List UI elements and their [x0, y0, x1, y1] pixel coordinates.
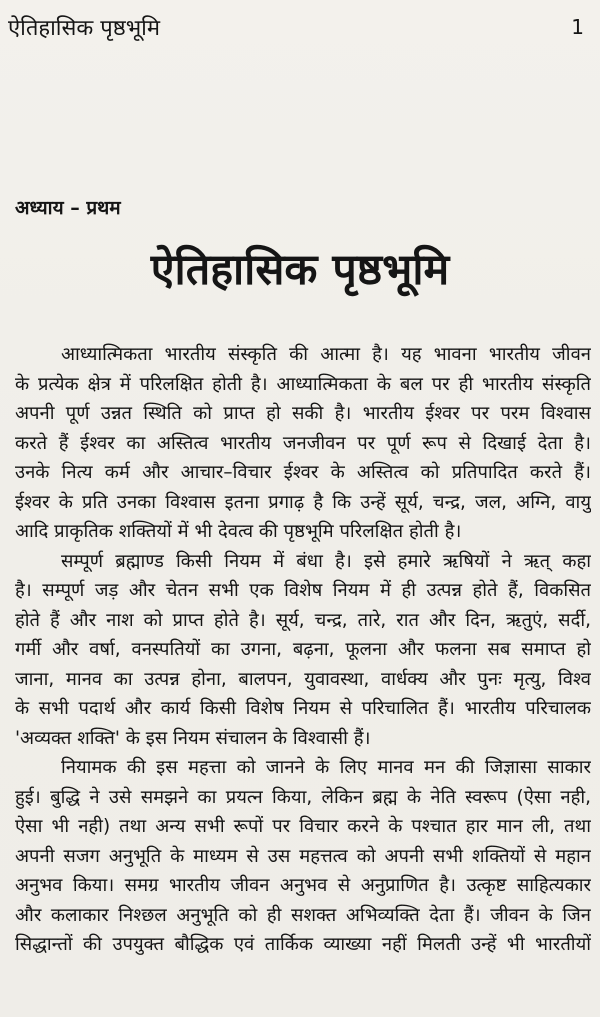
text-line: अपनी सजग अनुभूति के माध्यम से उस महत्तत्व को अपनी सभी शक्तियों से महान: [15, 845, 591, 867]
text-line: आध्यात्मिकता भारतीय संस्कृति की आत्मा है। यह भावना भारतीय जीवन: [61, 344, 591, 365]
chapter-label: अध्याय – प्रथम: [15, 197, 121, 219]
page-number: 1: [571, 15, 584, 39]
running-header: [8, 10, 584, 44]
paragraph-3: [15, 753, 591, 960]
text-line: के प्रत्येक क्षेत्र में परिलक्षित होती है। आध्यात्मिकता के बल पर ही भारतीय संस्कृति: [15, 373, 591, 395]
running-header-title: ऐतिहासिक पृष्ठभूमि: [8, 16, 161, 41]
text-line: और कलाकार निश्छल अनुभूति को ही सशक्त अभिव्यक्ति देता हैं। जीवन के जिन: [15, 904, 591, 926]
text-line: नियामक की इस महत्ता को जानने के लिए मानव मन की जिज्ञासा साकार: [61, 757, 591, 778]
text-line: उनके नित्य कर्म और आचार–विचार ईश्वर के अस्तित्व को प्रतिपादित करते हैं।: [15, 462, 591, 483]
text-line: ऐसा भी नही) तथा अन्य सभी रूपों पर विचार करने के पश्चात हार मान ली, तथा: [15, 816, 591, 837]
text-line: सिद्धान्तों की उपयुक्त बौद्धिक एवं तार्किक व्याख्या नहीं मिलती उन्हें भी भारतीयों: [15, 934, 591, 955]
paragraph-2: [15, 547, 591, 754]
text-line: अनुभव किया। समग्र भारतीय जीवन अनुभव से अनुप्राणित है। उत्कृष्ट साहित्यकार: [15, 875, 591, 896]
text-line: अपनी पूर्ण उन्नत स्थिति को प्राप्त हो सकी है। भारतीय ईश्वर पर परम विश्वास: [15, 403, 591, 424]
text-line: है। सम्पूर्ण जड़ और चेतन सभी एक विशेष नियम में ही उत्पन्न होते हैं, विकसित: [15, 580, 591, 601]
text-line: 'अव्यक्त शक्ति' के इस नियम संचालन के विश्वासी हैं।: [15, 727, 371, 749]
body-text: [15, 340, 591, 960]
chapter-title: ऐतिहासिक पृष्ठभूमि: [150, 245, 450, 295]
text-line: के सभी पदार्थ और कार्य किसी विशेष नियम से परिचालित हैं। भारतीय परिचालक: [15, 698, 591, 719]
text-line: हुई। बुद्धि ने उसे समझने का प्रयत्न किया, लेकिन ब्रह्म के नेति स्वरूप (ऐसा नही,: [15, 786, 591, 808]
text-line: गर्मी और वर्षा, वनस्पतियों का उगना, बढ़ना, फूलना और फलना सब समाप्त हो: [15, 639, 591, 660]
text-line: आदि प्राकृतिक शक्तियों में भी देवत्व की पृष्ठभूमि परिलक्षित होती है।: [15, 521, 462, 542]
text-line: जाना, मानव का उत्पन्न होना, बालपन, युवावस्था, वार्धक्य और पुनः मृत्यु, विश्व: [15, 668, 591, 690]
text-line: सम्पूर्ण ब्रह्माण्ड किसी नियम में बंधा है। इसे हमारे ऋषियों ने ऋत् कहा: [61, 550, 591, 572]
text-line: होते हैं और नाश को प्राप्त होते है। सूर्य, चन्द्र, तारे, रात और दिन, ऋतुएं, सर्दी,: [15, 609, 591, 631]
text-line: करते हैं ईश्वर का अस्तित्व भारतीय जनजीवन पर पूर्ण रूप से दिखाई देता है।: [15, 432, 591, 454]
text-line: ईश्वर के प्रति उनका विश्वास इतना प्रगाढ़ है कि उन्हें सूर्य, चन्द्र, जल, अग्नि, वायु: [15, 491, 591, 513]
paragraph-1: [15, 340, 591, 547]
